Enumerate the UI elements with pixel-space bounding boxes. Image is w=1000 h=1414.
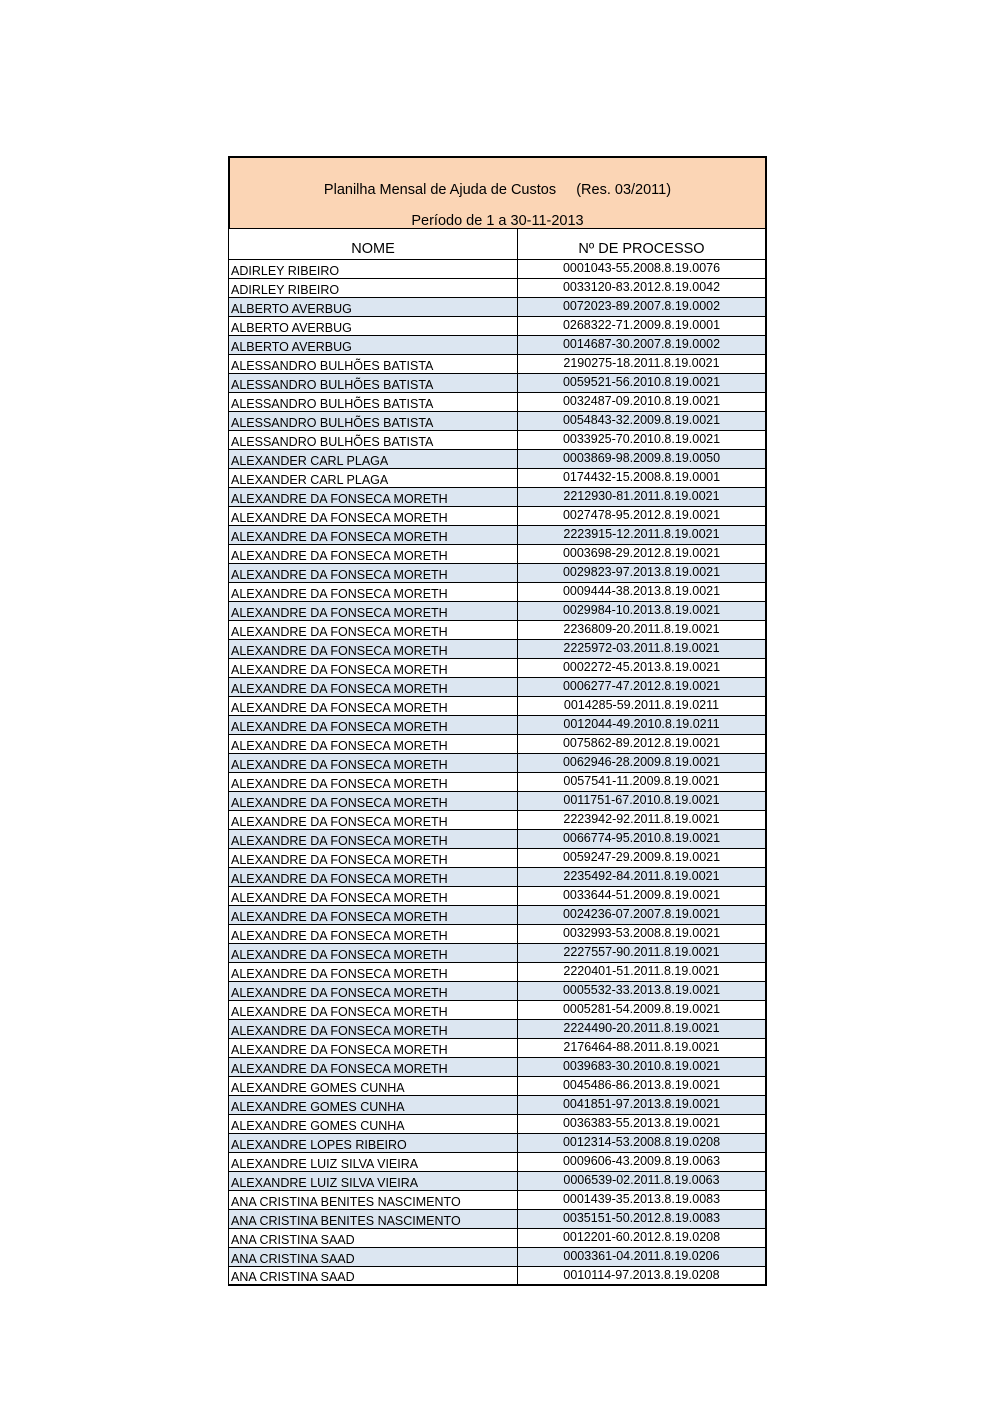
table-row (228, 1077, 767, 1096)
cell-name: ALEXANDRE LUIZ SILVA VIEIRA (229, 1172, 518, 1190)
cell-process-number: 0009444-38.2013.8.19.0021 (562, 584, 721, 598)
cell-process-number: 0003698-29.2012.8.19.0021 (562, 546, 721, 560)
table-row (228, 1172, 767, 1191)
table-row (228, 963, 767, 982)
cell-process-number: 0075862-89.2012.8.19.0021 (562, 736, 721, 750)
table-row (228, 1115, 767, 1134)
table-row (228, 868, 767, 887)
cell-process-number: 2223942-92.2011.8.19.0021 (563, 812, 720, 826)
cell-name: ANA CRISTINA BENITES NASCIMENTO (229, 1191, 518, 1209)
table-row (228, 583, 767, 602)
cell-name: ADIRLEY RIBEIRO (229, 279, 518, 297)
table-row (228, 1210, 767, 1229)
cell-process-number: 0032993-53.2008.8.19.0021 (562, 926, 721, 940)
cell-process-number: 0174432-15.2008.8.19.0001 (562, 470, 721, 484)
cell-process-number: 0009606-43.2009.8.19.0063 (562, 1154, 721, 1168)
cell-name: ALEXANDRE DA FONSECA MORETH (229, 1020, 518, 1038)
cell-name: ALEXANDRE DA FONSECA MORETH (229, 621, 518, 639)
cell-process-number: 0033644-51.2009.8.19.0021 (562, 888, 721, 902)
cell-process-number: 0014285-59.2011.8.19.0211 (563, 698, 720, 712)
cell-process-number: 0062946-28.2009.8.19.0021 (562, 755, 721, 769)
table-row (228, 1039, 767, 1058)
table-body (228, 260, 767, 1286)
cell-name: ANA CRISTINA BENITES NASCIMENTO (229, 1210, 518, 1228)
cell-process-number: 0032487-09.2010.8.19.0021 (562, 394, 721, 408)
cell-name: ALESSANDRO BULHÕES BATISTA (229, 393, 518, 411)
cell-name: ALEXANDRE DA FONSECA MORETH (229, 944, 518, 962)
cell-name: ANA CRISTINA SAAD (229, 1248, 518, 1266)
table-row (228, 849, 767, 868)
cell-process-number: 0066774-95.2010.8.19.0021 (562, 831, 721, 845)
table-row (228, 526, 767, 545)
table-row (228, 792, 767, 811)
cell-name: ALEXANDRE GOMES CUNHA (229, 1077, 518, 1095)
table-row (228, 412, 767, 431)
cell-name: ALEXANDRE DA FONSECA MORETH (229, 545, 518, 563)
cell-name: ALEXANDRE DA FONSECA MORETH (229, 716, 518, 734)
cell-process-number: 0003361-04.2011.8.19.0206 (563, 1249, 720, 1263)
table-row (228, 1229, 767, 1248)
cell-name: ALEXANDRE LUIZ SILVA VIEIRA (229, 1153, 518, 1171)
cell-name: ADIRLEY RIBEIRO (229, 260, 518, 278)
cell-name: ALESSANDRO BULHÕES BATISTA (229, 355, 518, 373)
cell-process-number: 0010114-97.2013.8.19.0208 (563, 1268, 720, 1282)
table-row (228, 507, 767, 526)
cell-name: ALBERTO AVERBUG (229, 298, 518, 316)
cell-process-number: 0072023-89.2007.8.19.0002 (562, 299, 721, 313)
column-headers (228, 229, 767, 260)
cell-process-number: 0005281-54.2009.8.19.0021 (562, 1002, 721, 1016)
sheet-period: Período de 1 a 30-11-2013 (411, 213, 584, 229)
cell-process-number: 0012044-49.2010.8.19.0211 (563, 717, 720, 731)
cell-process-number: 0268322-71.2009.8.19.0001 (562, 318, 721, 332)
cell-name: ALEXANDRE DA FONSECA MORETH (229, 640, 518, 658)
table-row (228, 640, 767, 659)
cell-name: ALEXANDRE DA FONSECA MORETH (229, 963, 518, 981)
cell-process-number: 2212930-81.2011.8.19.0021 (563, 489, 720, 503)
cell-process-number: 0036383-55.2013.8.19.0021 (562, 1116, 721, 1130)
cell-name: ALEXANDRE DA FONSECA MORETH (229, 887, 518, 905)
cell-name: ALEXANDRE DA FONSECA MORETH (229, 526, 518, 544)
table-row (228, 811, 767, 830)
cell-name: ALEXANDRE GOMES CUNHA (229, 1096, 518, 1114)
table-row (228, 450, 767, 469)
cell-process-number: 0033925-70.2010.8.19.0021 (562, 432, 721, 446)
cell-name: ALEXANDRE DA FONSECA MORETH (229, 982, 518, 1000)
cell-name: ALESSANDRO BULHÕES BATISTA (229, 412, 518, 430)
cell-process-number: 0024236-07.2007.8.19.0021 (562, 907, 721, 921)
cell-name: ALESSANDRO BULHÕES BATISTA (229, 374, 518, 392)
cell-name: ALEXANDRE DA FONSECA MORETH (229, 811, 518, 829)
table-row (228, 735, 767, 754)
cell-process-number: 2220401-51.2011.8.19.0021 (563, 964, 720, 978)
table-row (228, 1267, 767, 1286)
cell-name: ALEXANDRE DA FONSECA MORETH (229, 735, 518, 753)
table-row (228, 469, 767, 488)
cell-name: ALEXANDRE DA FONSECA MORETH (229, 659, 518, 677)
table-row (228, 887, 767, 906)
table-row (228, 754, 767, 773)
cell-name: ALEXANDRE DA FONSECA MORETH (229, 507, 518, 525)
cell-name: ALEXANDRE GOMES CUNHA (229, 1115, 518, 1133)
cell-process-number: 2176464-88.2011.8.19.0021 (563, 1040, 720, 1054)
column-header-process: Nº DE PROCESSO (578, 241, 705, 257)
table-row (228, 545, 767, 564)
table-row (228, 697, 767, 716)
cell-process-number: 0054843-32.2009.8.19.0021 (562, 413, 721, 427)
cell-process-number: 0012314-53.2008.8.19.0208 (562, 1135, 721, 1149)
spreadsheet-table (228, 156, 767, 1286)
table-row (228, 1001, 767, 1020)
sheet-title: Planilha Mensal de Ajuda de Custos (Res. 03/2011) (323, 182, 672, 198)
cell-name: ALEXANDRE DA FONSECA MORETH (229, 906, 518, 924)
cell-process-number: 2235492-84.2011.8.19.0021 (563, 869, 720, 883)
cell-name: ALEXANDRE DA FONSECA MORETH (229, 488, 518, 506)
sheet-header (228, 156, 767, 229)
table-row (228, 830, 767, 849)
cell-name: ALEXANDER CARL PLAGA (229, 469, 518, 487)
table-row (228, 1153, 767, 1172)
table-row (228, 659, 767, 678)
cell-process-number: 0035151-50.2012.8.19.0083 (562, 1211, 721, 1225)
cell-name: ALEXANDRE DA FONSECA MORETH (229, 1001, 518, 1019)
cell-name: ALBERTO AVERBUG (229, 317, 518, 335)
cell-process-number: 0059247-29.2009.8.19.0021 (562, 850, 721, 864)
cell-name: ANA CRISTINA SAAD (229, 1229, 518, 1247)
table-row (228, 925, 767, 944)
cell-name: ALEXANDRE DA FONSECA MORETH (229, 678, 518, 696)
cell-process-number: 0033120-83.2012.8.19.0042 (562, 280, 721, 294)
cell-process-number: 0039683-30.2010.8.19.0021 (562, 1059, 721, 1073)
table-row (228, 279, 767, 298)
cell-process-number: 2236809-20.2011.8.19.0021 (563, 622, 720, 636)
cell-process-number: 0012201-60.2012.8.19.0208 (562, 1230, 721, 1244)
table-row (228, 431, 767, 450)
table-row (228, 1096, 767, 1115)
cell-process-number: 0002272-45.2013.8.19.0021 (562, 660, 721, 674)
cell-process-number: 0001043-55.2008.8.19.0076 (562, 261, 721, 275)
table-row (228, 1058, 767, 1077)
cell-process-number: 2225972-03.2011.8.19.0021 (563, 641, 720, 655)
table-row (228, 602, 767, 621)
cell-name: ANA CRISTINA SAAD (229, 1267, 518, 1284)
cell-name: ALESSANDRO BULHÕES BATISTA (229, 431, 518, 449)
cell-process-number: 0027478-95.2012.8.19.0021 (562, 508, 721, 522)
table-row (228, 621, 767, 640)
cell-process-number: 0005532-33.2013.8.19.0021 (562, 983, 721, 997)
cell-process-number: 0059521-56.2010.8.19.0021 (562, 375, 721, 389)
table-row (228, 1191, 767, 1210)
table-row (228, 374, 767, 393)
cell-name: ALEXANDER CARL PLAGA (229, 450, 518, 468)
cell-name: ALEXANDRE DA FONSECA MORETH (229, 830, 518, 848)
table-row (228, 317, 767, 336)
table-row (228, 1248, 767, 1267)
table-row (228, 393, 767, 412)
cell-name: ALEXANDRE DA FONSECA MORETH (229, 868, 518, 886)
cell-process-number: 0001439-35.2013.8.19.0083 (562, 1192, 721, 1206)
table-row (228, 564, 767, 583)
cell-process-number: 0006277-47.2012.8.19.0021 (562, 679, 721, 693)
table-row (228, 982, 767, 1001)
cell-process-number: 0014687-30.2007.8.19.0002 (562, 337, 721, 351)
cell-name: ALEXANDRE DA FONSECA MORETH (229, 925, 518, 943)
cell-process-number: 0006539-02.2011.8.19.0063 (563, 1173, 720, 1187)
cell-name: ALEXANDRE DA FONSECA MORETH (229, 849, 518, 867)
table-row (228, 260, 767, 279)
cell-name: ALEXANDRE DA FONSECA MORETH (229, 697, 518, 715)
cell-name: ALEXANDRE DA FONSECA MORETH (229, 792, 518, 810)
table-row (228, 716, 767, 735)
cell-name: ALEXANDRE DA FONSECA MORETH (229, 1058, 518, 1076)
cell-process-number: 0011751-67.2010.8.19.0021 (563, 793, 720, 807)
cell-name: ALEXANDRE DA FONSECA MORETH (229, 564, 518, 582)
cell-name: ALEXANDRE DA FONSECA MORETH (229, 1039, 518, 1057)
cell-process-number: 0045486-86.2013.8.19.0021 (562, 1078, 721, 1092)
table-row (228, 336, 767, 355)
cell-process-number: 0029823-97.2013.8.19.0021 (562, 565, 721, 579)
table-row (228, 1020, 767, 1039)
table-row (228, 355, 767, 374)
table-row (228, 488, 767, 507)
cell-name: ALEXANDRE DA FONSECA MORETH (229, 754, 518, 772)
cell-process-number: 2227557-90.2011.8.19.0021 (563, 945, 720, 959)
cell-process-number: 0041851-97.2013.8.19.0021 (562, 1097, 721, 1111)
cell-name: ALBERTO AVERBUG (229, 336, 518, 354)
cell-process-number: 2190275-18.2011.8.19.0021 (563, 356, 720, 370)
table-row (228, 1134, 767, 1153)
cell-process-number: 0029984-10.2013.8.19.0021 (562, 603, 721, 617)
table-row (228, 678, 767, 697)
cell-process-number: 2224490-20.2011.8.19.0021 (563, 1021, 720, 1035)
cell-name: ALEXANDRE DA FONSECA MORETH (229, 583, 518, 601)
cell-process-number: 2223915-12.2011.8.19.0021 (563, 527, 720, 541)
cell-process-number: 0003869-98.2009.8.19.0050 (562, 451, 721, 465)
table-row (228, 298, 767, 317)
table-row (228, 906, 767, 925)
cell-name: ALEXANDRE DA FONSECA MORETH (229, 773, 518, 791)
cell-process-number: 0057541-11.2009.8.19.0021 (563, 774, 720, 788)
table-row (228, 773, 767, 792)
cell-name: ALEXANDRE DA FONSECA MORETH (229, 602, 518, 620)
table-row (228, 944, 767, 963)
cell-name: ALEXANDRE LOPES RIBEIRO (229, 1134, 518, 1152)
column-header-name: NOME (229, 229, 518, 259)
